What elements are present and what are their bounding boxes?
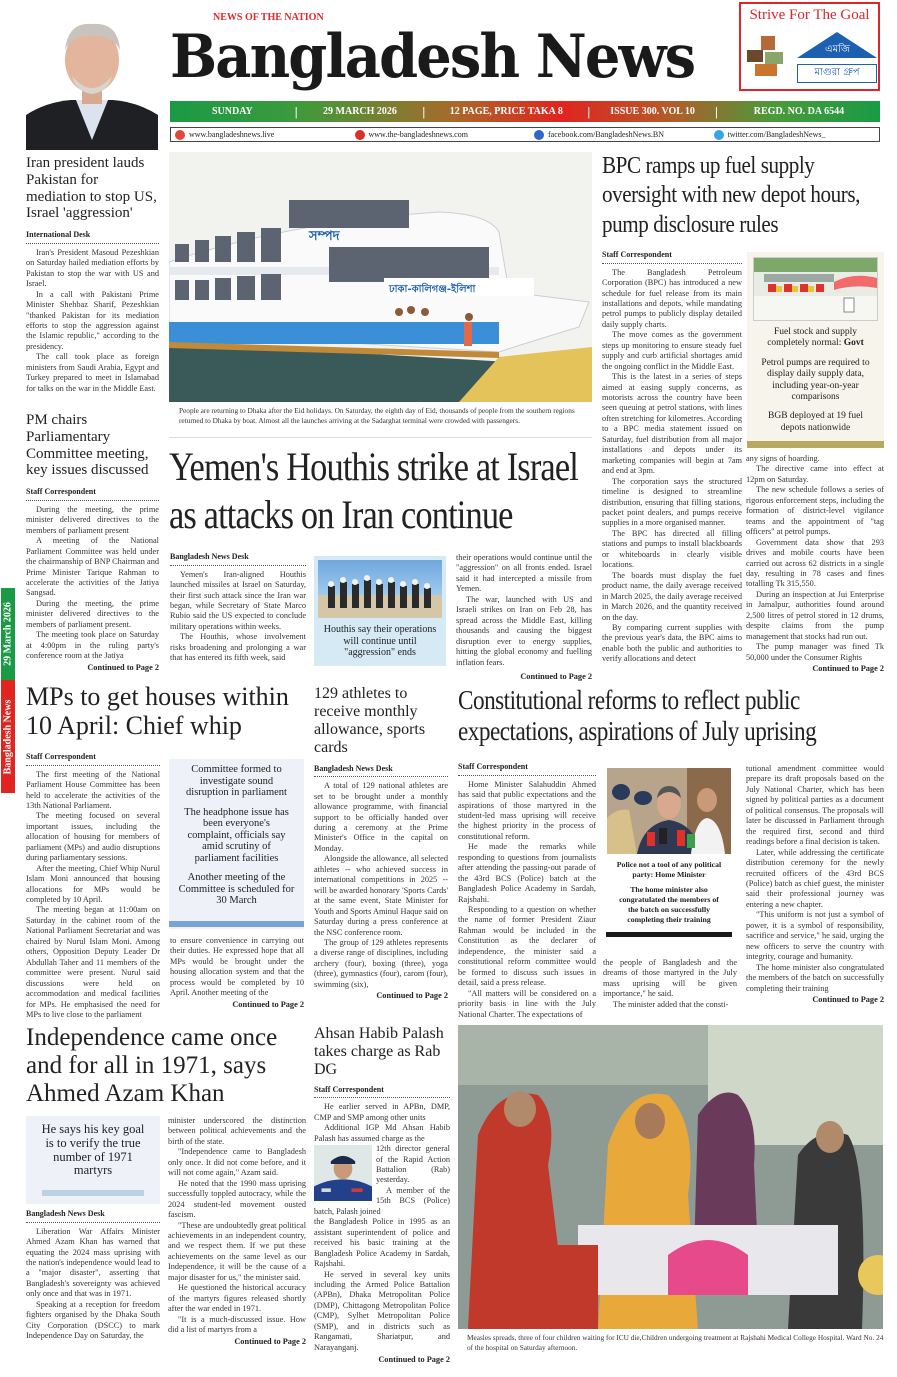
info-separator: | — [422, 103, 426, 119]
paragraph: This is the latest in a series of steps aimed at easing supply concerns, as motorists across the country have been seen queuing at petrol stations, with lines often stretching for kilometres. According to a BPC media statement issued on Saturday, fuel distribution from all major installations and depots under its marketing companies will begin at 7am and end at 3pm. — [602, 372, 742, 476]
article-headline[interactable]: BPC ramps up fuel supply oversight with new depot hours, pump disclosure rules — [602, 153, 860, 238]
independence-col-left — [26, 1209, 160, 1342]
paragraph: Additional IGP Md Ahsan Habib Palash has assumed charge as the — [314, 1123, 450, 1143]
paragraph: He made the remarks while responding to questions from journalists after attending the passing-out parade of the 43rd BCS (Police) batch at the Bangladesh Police Academy in Sardah, Rajshahi. — [458, 842, 596, 904]
ad-product-images — [747, 36, 785, 76]
article-body — [603, 958, 737, 1010]
photo-caption-1: Police not a tool of any political party: Home Minister — [616, 860, 722, 879]
mps-col-left — [26, 752, 160, 1020]
article-body — [26, 248, 159, 394]
bpc-box-line1 — [747, 327, 884, 350]
paragraph: A member of the 15th BCS (Police) batch, Palash joined — [314, 1185, 450, 1216]
article-byline: Bangladesh News Desk — [314, 764, 448, 778]
web-icon — [355, 130, 365, 140]
paragraph: The first meeting of the National Parliament House Committee has been held to accelerate the activities of the 13th National Parliament. — [26, 769, 160, 810]
article-body — [458, 780, 596, 1020]
ribbon-date — [1, 588, 15, 680]
article-headline[interactable]: Constitutional reforms to reflect public expectations, aspirations of July uprising — [458, 685, 817, 747]
article-bpc — [602, 152, 887, 240]
paragraph: The BPC has directed all filling stations and pumps to install blackboards or whiteboards in clearly visible locations. — [602, 528, 742, 570]
boat-route: ঢাকা-কালিগঞ্জ-ইলিশা — [389, 284, 476, 295]
fuel-station-photo — [753, 257, 878, 321]
advertisement-box — [739, 2, 880, 91]
paragraph: the Bangladesh Police in 1995 as an assistant superintendent of police and received his basic training at the Bangladesh Police Academy in Sardah, Rajshahi. — [314, 1217, 450, 1269]
paragraph: The meeting focused on several important issues, including the allocation of housing for members of parliament (MPs) and audio disruptions during parliamentary sessions. — [26, 811, 160, 863]
iran-president-photo — [26, 10, 158, 150]
article-mps-houses — [26, 682, 306, 740]
article-pm-committee — [26, 412, 159, 673]
continued-link[interactable]: Continued to Page 2 — [520, 671, 592, 681]
paragraph: The Bangladesh Petroleum Corporation (BPC) has introduced a new schedule for fuel release from its main installations and depots, while mandating petrol pumps to publicly display detailed daily supply charts. — [602, 267, 742, 329]
photo-caption-2: The home minister also congratulated the members of the batch on successfully completing their training — [619, 885, 719, 924]
article-body — [26, 770, 160, 1021]
article-independence — [26, 1024, 306, 1108]
houthis-photo-caption: Houthis say their operations will continue until "aggression" ends — [323, 624, 437, 658]
article-headline[interactable]: MPs to get houses within 10 April: Chief whip — [26, 682, 289, 741]
article-body — [170, 936, 304, 999]
paragraph: The home minister also congratulated the members of the batch on successfully completing their training — [746, 962, 884, 993]
divider — [169, 437, 592, 438]
paragraph: Liberation War Affairs Minister Ahmed Azam Khan has warned that equating the 2024 mass uprising with the nation's independence would lead to a "major disaster", asserting that Bangladesh's sovereignty was achieved only once and that was in 1971. — [26, 1226, 160, 1299]
globe-icon — [175, 130, 185, 140]
paragraph: The war, launched with US and Israeli strikes on Iran on Feb 28, has spread across the Middle East, killing thousands and causing the biggest disruption ever to energy supplies, hitting the global economy and fuelling inflation fears. — [456, 594, 592, 667]
paragraph: "Independence came to Bangladesh only once. It did not come before, and it will not come again," Azam said. — [168, 1147, 306, 1178]
bpc-box-line2: Petrol pumps are required to display daily supply data, including year-on-year comparisons — [761, 357, 870, 402]
info-separator: | — [714, 103, 718, 119]
article-headline[interactable]: Ahsan Habib Palash takes charge as Rab DG — [314, 1025, 444, 1078]
paragraph: He questioned the historical accuracy of the martyrs figures released shortly after the war ended in 1971. — [168, 1283, 306, 1314]
article-rab — [314, 1025, 450, 1366]
twitter-icon — [714, 130, 724, 140]
facebook-icon — [534, 130, 544, 140]
info-date: 29 MARCH 2026 — [323, 106, 397, 117]
constitution-col-right — [746, 764, 884, 1006]
article-iran — [26, 155, 159, 394]
link-website[interactable] — [171, 130, 341, 140]
mps-col-right — [170, 936, 304, 1011]
article-body — [168, 1116, 306, 1336]
paragraph: In a call with Pakistani Prime Minister Shehbaz Sharif, Pezeshkian "thanked Pakistan for its mediation efforts to stop the aggression against the Islamic republic," according to the presidency. — [26, 289, 159, 351]
masthead-title: Bangladesh News — [170, 22, 695, 92]
paragraph: Responding to a question on whether the name of former President Ziaur Rahman would be included in the Constitution as the declarer of independence, the minister said a constitutional reform committee would be formed to discuss such issues in detail, said a press release. — [458, 905, 596, 988]
continued-link[interactable]: Continued to Page 2 — [812, 994, 884, 1004]
paragraph: tutional amendment committee would prepare its draft proposals based on the July National Charter, which has been signed by political parties as a document of political consensus. The proposals will later be discussed in Parliament through the required first, second and third readings before a final decision is taken. — [746, 764, 884, 847]
article-body — [746, 454, 884, 663]
article-constitution — [458, 685, 888, 748]
caption-bar — [606, 932, 732, 937]
independence-highlight-box — [26, 1116, 160, 1204]
paragraph: any signs of hoarding. — [746, 454, 820, 463]
measles-hospital-photo — [458, 1025, 883, 1329]
independence-box-bar — [42, 1190, 144, 1196]
masthead-tagline: NEWS OF THE NATION — [213, 12, 324, 23]
article-headline[interactable]: Yemen's Houthis strike at Israel as attacks on Iran continue — [169, 444, 578, 537]
article-headline[interactable]: PM chairs Parliamentary Committee meeting, key issues discussed — [26, 412, 149, 479]
paragraph: He served in several key units including the Armed Police Battalion (APBn), Dhaka Metropolitan Police (DMP), Chittagong Metropolitan Police (CMP), Sylhet Metropolitan Police (SMP), and in districts such as Rangamati, Shariatpur, and Narayanganj. — [314, 1269, 450, 1352]
article-headline[interactable]: 129 athletes to receive monthly allowance, sports cards — [314, 685, 426, 756]
paragraph: Alongside the allowance, all selected athletes -- who achieved success in international competitions in 2025 -- will be awarded honorary 'Sports Cards' at the same event, State Minister for Youth and Sports Aminul Haque said on Saturday during a press conference at the NSC conference room. — [314, 854, 448, 937]
paragraph: "This uniform is not just a symbol of power, it is a symbol of responsibility, sacrifice and service," he said, urging the new officers to serve the country with integrity, courage and humanity. — [746, 910, 884, 962]
boat-photo — [169, 152, 592, 402]
boat-photo-caption: People are returning to Dhaka after the Eid holidays. On Saturday, the eighth day of Eid, thousands of people from the southern regions returned to Dhaka by boat. Almost all the launches arriving at the Sadarghat terminal were crowded with passengers. — [179, 406, 575, 425]
side-ribbon — [1, 588, 15, 793]
paragraph: The move comes as the government steps up monitoring to ensure steady fuel supply and curb artificial shortages amid the ongoing conflict in the Middle East. — [602, 330, 742, 371]
info-price: 12 PAGE, PRICE TAKA 8 — [449, 106, 563, 117]
mps-box-line3: Another meeting of the Committee is scheduled for 30 March — [178, 872, 295, 907]
constitution-col-middle — [603, 958, 737, 1010]
paragraph: The Houthis, whose involvement risks broadening and prolonging a war that has entered its fifth week, said — [170, 632, 306, 663]
paragraph: During the meeting, the prime minister delivered directives to the members of parliament present — [26, 504, 159, 535]
info-separator: | — [587, 103, 591, 119]
info-issue: ISSUE 300. VOL 10 — [610, 106, 695, 117]
link-website-2-text: www.the-bangladeshnews.com — [368, 130, 468, 139]
paragraph: He earlier served in APBn, DMP, CMP and SMP among other units — [314, 1102, 450, 1122]
article-byline: Staff Correspondent — [602, 250, 742, 264]
paragraph: Iran's President Masoud Pezeshkian on Saturday hailed mediation efforts by Pakistan to stop the war with US and Israel. — [26, 247, 159, 289]
paragraph: During an inspection at Jui Enterprise in Jamalpur, authorities found around 2,500 litres of petrol stored in 12 drums, despite claims from the pump management that stocks had run out. — [746, 589, 884, 641]
link-website-text: www.bangladeshnews.live — [189, 130, 275, 139]
ad-slogan: Strive For The Goal — [749, 7, 870, 23]
paragraph: The meeting began at 11:00am on Saturday in the cabinet room of the National Parliament Secretariat and was chaired by Nurul Islam Moni. Among others, Opposition Deputy Leader Dr Abdullah Taher and 11 members of the committee were present. Nurul said discussions were held on accommodation and medical facilities for MPs. He emphasised the need for MPs to live close to the parliament — [26, 905, 160, 1020]
constitution-col-left — [458, 762, 596, 1020]
mps-box-line1: Committee formed to investigate sound disruption in parliament — [186, 764, 287, 799]
article-byline: Bangladesh News Desk — [26, 1209, 160, 1223]
article-body — [602, 268, 742, 665]
houthis-photo-box — [314, 556, 446, 666]
article-byline: International Desk — [26, 230, 159, 244]
paragraph: The corporation says the structured timeline is designed to streamline distribution, ensuring that filling stations, packet point dealers, and pumps receive supplies in a more organised manner. — [602, 476, 742, 528]
paragraph: A total of 129 national athletes are set to be brought under a monthly allowance programme, with financial support to be officially handed over during a ceremony at the Prime Minister's Office in the capital on Monday. — [314, 781, 448, 853]
paragraph: The minister added that the consti- — [613, 999, 729, 1009]
article-byline: Staff Correspondent — [26, 752, 160, 766]
paragraph: The pump manager was fined Tk 50,000 under the Consumer Rights — [746, 642, 884, 662]
article-byline: Bangladesh News Desk — [170, 552, 306, 566]
article-body — [170, 570, 306, 664]
boat-name: সম্পদ — [309, 229, 340, 244]
paragraph: He noted that the 1990 mass uprising successfully toppled autocracy, while the 2024 student-led movement ousted fascism. — [168, 1178, 306, 1220]
paragraph: By comparing current supplies with the previous year's data, the BPC aims to enable both the public and authorities to verify allocations and detect — [602, 623, 742, 664]
bpc-col-right — [746, 454, 884, 675]
link-twitter[interactable] — [700, 130, 880, 140]
measles-photo-caption: Measles spreads, three of four children waiting for ICU die,Children undergoing treatment at Rajshahi Medical College Hospital. Ward No. 24 of the hospital on Saturday afternoon. — [467, 1333, 884, 1352]
paragraph: the people of Bangladesh and the dreams of those martyred in the July mass uprising will be given importance," he said. — [603, 958, 737, 999]
bpc-box-line1-text: Fuel stock and supply completely normal: — [767, 327, 858, 349]
paragraph: During the meeting, the prime minister delivered directives to the members of parliament present. — [26, 598, 159, 629]
bpc-box-line3: BGB deployed at 19 fuel depots nationwide — [768, 411, 863, 433]
independence-box-text: He says his key goal is to verify the true number of 1971 martyrs — [41, 1122, 145, 1178]
article-body — [746, 764, 884, 994]
paragraph: Yemen's Iran-aligned Houthis launched missiles at Israel on Saturday, their first such attack since the Iran war began, while Secretary of State Marco Rubio said the US expected to conclude military operations within weeks. — [170, 569, 306, 631]
masthead-info-bar — [170, 101, 880, 122]
paragraph: "These are undoubtedly great political achievements in an independent country, and we respect them. If we put these achievements on the same level as our Independence, it will be the cause of a major disaster for us," the minister said. — [168, 1220, 306, 1282]
masthead-links-bar — [170, 127, 880, 142]
paragraph: minister underscored the distinction between political achievements and the birth of the state. — [168, 1116, 306, 1146]
link-twitter-text: twitter.com/BangladeshNews_ — [727, 130, 826, 139]
bpc-highlight-box — [747, 252, 884, 448]
article-byline: Staff Correspondent — [26, 487, 159, 501]
info-regd: REGD. NO. DA 6544 — [753, 106, 845, 117]
article-byline: Staff Correspondent — [458, 762, 596, 776]
continued-link[interactable]: Continued to Page 2 — [234, 1336, 306, 1346]
home-minister-photo — [607, 768, 731, 854]
paragraph: to ensure convenience in carrying out their duties. He expressed hope that all MPs would be brought under the housing allocation system and that the process would be completed by 10 April. Another meeting of the — [170, 936, 304, 998]
paragraph: The new schedule follows a series of rigorous enforcement steps, including the formation of district-level vigilance teams and the appointment of "tag officers" at petrol pumps. — [746, 485, 884, 537]
mg-group-logo — [797, 32, 877, 86]
independence-col-right — [168, 1116, 306, 1347]
paragraph: The boards must display the fuel product name, the daily average received in March 2025, the daily average received in March 2026, and the quantity received on the day. — [602, 570, 742, 622]
article-byline: Staff Correspondent — [314, 1085, 450, 1099]
ad-logo-bottom: মাগুরা গ্রুপ — [797, 64, 877, 83]
paragraph: Speaking at a reception for freedom fighters organised by the Dhaka South City Corporation (DSCC) to mark Independence Day on Saturday, the — [26, 1299, 160, 1341]
paragraph: Government data show that 293 drives and mobile courts have been carried out across 62 districts in a single day, resulting in 78 cases and fines totalling Tk 315,550. — [746, 537, 884, 589]
constitution-photo-captions — [606, 860, 732, 937]
link-website-2[interactable] — [341, 130, 521, 140]
paragraph: After the meeting, Chief Whip Nurul Islam Moni announced that housing allocations for MPs would be completed by 10 April. — [26, 863, 160, 905]
bpc-box-line1-bold: Govt — [843, 338, 864, 349]
article-houthis — [169, 443, 593, 539]
mps-box-bar — [169, 921, 304, 927]
bpc-col-left — [602, 250, 742, 665]
paragraph: "It is a much-discussed issue. How did a list of martyrs from a — [168, 1314, 306, 1335]
houthis-col-right — [456, 553, 592, 683]
paragraph: their operations would continue until the "aggression" on all fronts ended. Israel said it had intercepted a missile from Yemen. — [456, 553, 592, 594]
bpc-box-bar — [747, 441, 884, 448]
continued-link[interactable]: Continued to Page 2 — [232, 999, 304, 1009]
info-day: SUNDAY — [211, 106, 253, 117]
paragraph: 12th director general of the Rapid Action Battalion (Rab) yesterday. — [376, 1144, 450, 1185]
continued-link[interactable]: Continued to Page 2 — [87, 662, 159, 672]
article-body — [26, 1227, 160, 1342]
article-body — [456, 553, 592, 668]
link-facebook-text: facebook.com/BangladeshNews.BN — [548, 130, 664, 139]
article-body — [314, 1102, 450, 1353]
article-athletes — [314, 685, 448, 1002]
rab-dg-photo — [314, 1145, 372, 1201]
continued-link[interactable]: Continued to Page 2 — [376, 991, 448, 1001]
ribbon-paper-text: Bangladesh News — [2, 699, 14, 774]
paragraph: A meeting of the National Parliament Committee was held under the chairmanship of BNP Chairman and Prime Minister Tarique Rahman to accelerate the activities of the Jatiya Sangsad. — [26, 536, 159, 598]
ad-logo-top: এমজি — [825, 44, 850, 55]
paragraph: The call took place as foreign ministers from Saudi Arabia, Egypt and Turkey prepared to meet in Islamabad for talks on the war in the Middle East. — [26, 352, 159, 393]
mps-box-line2: The headphone issue has been everyone's complaint, officials say amid scrutiny of parliament facilities — [184, 806, 289, 864]
link-facebook[interactable] — [520, 130, 700, 140]
ribbon-date-text: 29 March 2026 — [2, 602, 14, 666]
continued-link[interactable]: Continued to Page 2 — [378, 1355, 450, 1365]
houthis-photo — [318, 560, 442, 618]
article-body — [314, 781, 448, 990]
paragraph: The directive came into effect at 12pm on Saturday. — [746, 464, 884, 484]
article-headline[interactable]: Independence came once and for all in 1971, says Ahmed Azam Khan — [26, 1024, 278, 1107]
paragraph: The meeting took place on Saturday at 4:00pm in the ruling party's conference room at the Jatiya — [26, 630, 159, 661]
article-headline[interactable]: Iran president lauds Pakistan for mediation to stop US, Israel 'aggression' — [26, 155, 157, 222]
paragraph: The group of 129 athletes represents a diverse range of disciplines, including archery (four), boxing (three), yoga (three), gymnastics (four), carom (four), swimming (six), — [314, 938, 448, 989]
continued-link[interactable]: Continued to Page 2 — [812, 664, 884, 674]
article-body — [26, 505, 159, 662]
paragraph: Home Minister Salahuddin Ahmed has said that public expectations and the aspirations of those martyred in the student-led mass uprising will receive the highest priority in the process of constitutional reform. — [458, 779, 596, 841]
paragraph: "All matters will be considered on a priority basis in line with the July National Charter. The expectations of — [458, 988, 596, 1019]
mps-highlight-box — [169, 759, 304, 929]
paragraph: Later, while addressing the certificate distribution ceremony for the newly recruited officers of the 43rd BCS (Police) batch as chief guest, the minister said their professional journey was entering a new chapter. — [746, 847, 884, 909]
houthis-col-left — [170, 552, 306, 664]
info-separator: | — [294, 103, 298, 119]
ribbon-paper — [1, 680, 15, 793]
